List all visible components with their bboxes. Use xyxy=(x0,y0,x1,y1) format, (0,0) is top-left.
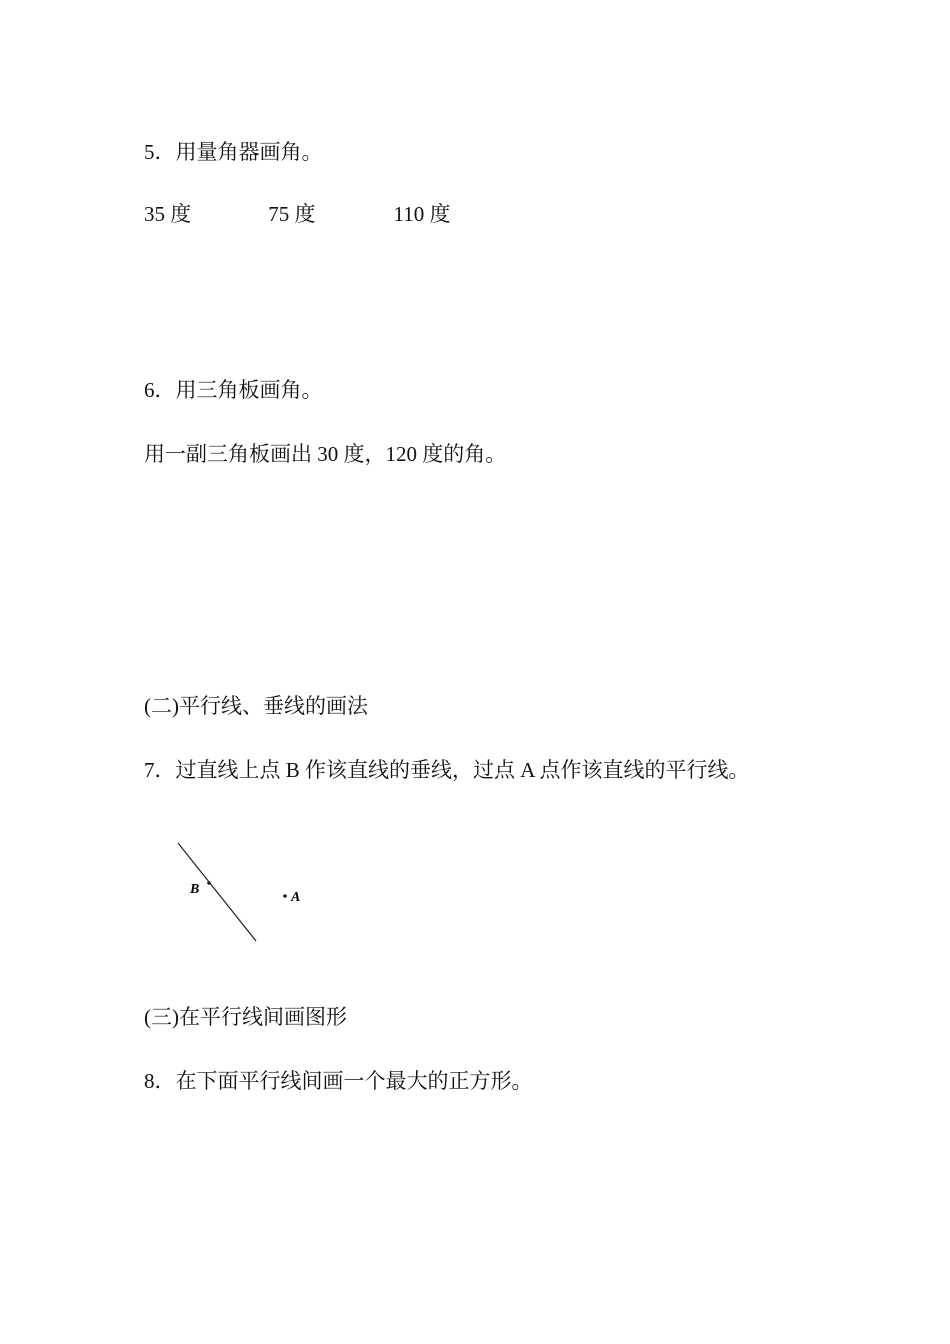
angle-35: 35 度 xyxy=(144,202,192,226)
section3-heading: (三)在平行线间画图形 xyxy=(144,1005,347,1029)
point-b-dot xyxy=(207,881,211,885)
point-a-label: A xyxy=(291,890,301,905)
section2-heading: (二)平行线、垂线的画法 xyxy=(144,694,368,718)
q6-title: 6．用三角板画角。 xyxy=(144,378,323,402)
q5-title: 5．用量角器画角。 xyxy=(144,140,323,164)
point-b-label: B xyxy=(190,882,200,897)
line-diagram-svg xyxy=(170,838,320,948)
angle-75: 75 度 xyxy=(268,202,316,226)
point-a-dot xyxy=(283,894,287,898)
q7-title: 7．过直线上点 B 作该直线的垂线，过点 A 点作该直线的平行线。 xyxy=(144,758,750,782)
line-diagram xyxy=(170,838,320,948)
angle-110: 110 度 xyxy=(393,202,451,226)
q8-title: 8．在下面平行线间画一个最大的正方形。 xyxy=(144,1069,533,1093)
q6-instruction: 用一副三角板画出 30 度，120 度的角。 xyxy=(144,442,507,466)
q5-angle-list xyxy=(144,200,450,228)
